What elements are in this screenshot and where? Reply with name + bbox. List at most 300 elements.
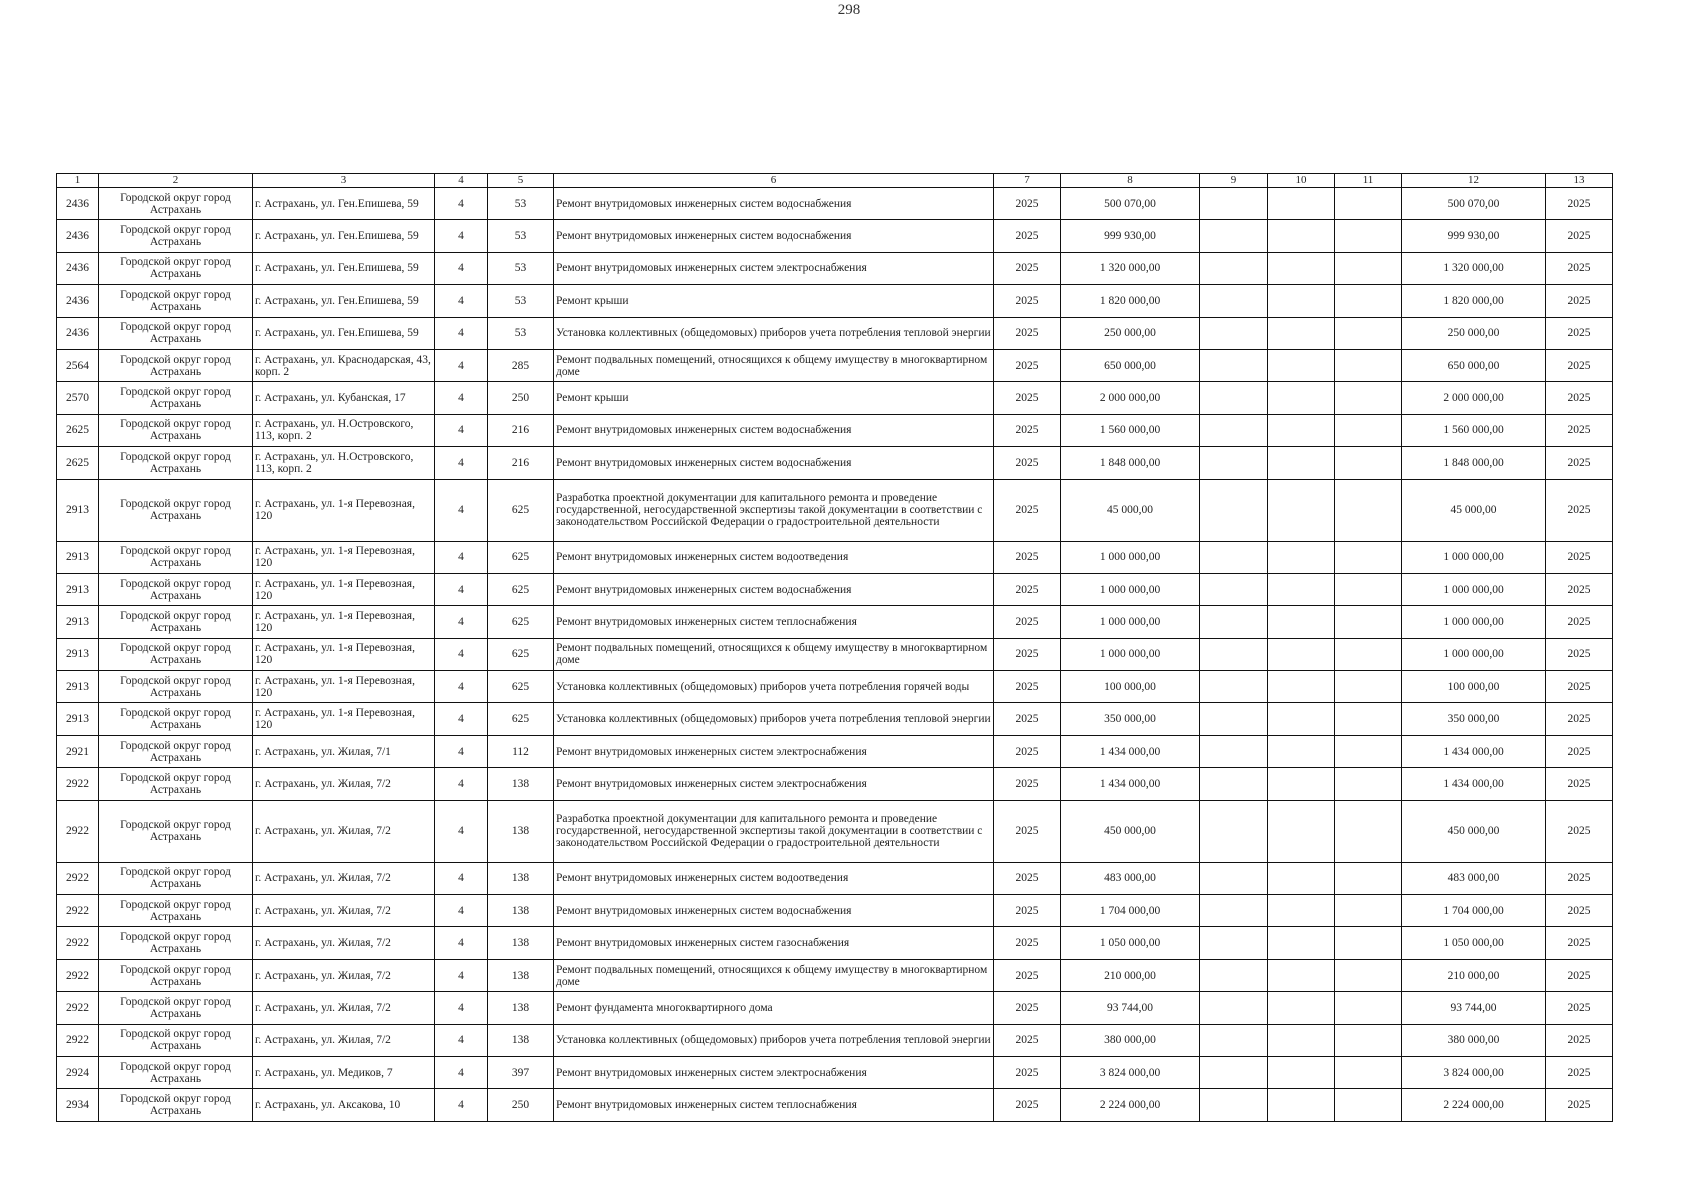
- address-cell: г. Астрахань, ул. 1-я Перевозная, 120: [253, 573, 435, 605]
- cost-cell: 1 000 000,00: [1061, 541, 1200, 573]
- col-5-cell: 138: [488, 800, 554, 862]
- total-cell: 2 000 000,00: [1402, 382, 1546, 414]
- col-5-cell: 53: [488, 188, 554, 220]
- col-9-cell: [1200, 703, 1268, 735]
- year-cell: 2025: [994, 1056, 1061, 1088]
- col-11-cell: [1335, 447, 1402, 479]
- address-cell: г. Астрахань, ул. Аксакова, 10: [253, 1089, 435, 1121]
- col-11-cell: [1335, 895, 1402, 927]
- work-type-cell: Ремонт внутридомовых инженерных систем электроснабжения: [554, 768, 994, 800]
- completion-year-cell: 2025: [1546, 927, 1613, 959]
- completion-year-cell: 2025: [1546, 220, 1613, 252]
- col-10-cell: [1268, 479, 1335, 541]
- cost-cell: 483 000,00: [1061, 862, 1200, 894]
- work-type-cell: Разработка проектной документации для капитального ремонта и проведение государственной, негосударственной экспертизы такой документации в соответствии с законодательством Российской Федерации о градостроительной деятельности: [554, 800, 994, 862]
- col-5-cell: 138: [488, 768, 554, 800]
- year-cell: 2025: [994, 768, 1061, 800]
- col-11-cell: [1335, 927, 1402, 959]
- row-id-cell: 2934: [57, 1089, 99, 1121]
- col-4-cell: 4: [435, 735, 488, 767]
- col-11-cell: [1335, 382, 1402, 414]
- address-cell: г. Астрахань, ул. Жилая, 7/2: [253, 895, 435, 927]
- col-11-cell: [1335, 992, 1402, 1024]
- year-cell: 2025: [994, 1089, 1061, 1121]
- year-cell: 2025: [994, 671, 1061, 703]
- col-10-cell: [1268, 638, 1335, 670]
- address-cell: г. Астрахань, ул. Ген.Епишева, 59: [253, 188, 435, 220]
- municipality-cell: Городской округ город Астрахань: [99, 317, 253, 349]
- col-9-cell: [1200, 382, 1268, 414]
- work-type-cell: Установка коллективных (общедомовых) приборов учета потребления тепловой энергии: [554, 1024, 994, 1056]
- year-cell: 2025: [994, 606, 1061, 638]
- col-4-cell: 4: [435, 285, 488, 317]
- completion-year-cell: 2025: [1546, 1089, 1613, 1121]
- col-4-cell: 4: [435, 671, 488, 703]
- total-cell: 1 704 000,00: [1402, 895, 1546, 927]
- completion-year-cell: 2025: [1546, 703, 1613, 735]
- col-10-cell: [1268, 252, 1335, 284]
- table-row: [57, 382, 1613, 414]
- table-row: [57, 220, 1613, 252]
- col-9-cell: [1200, 992, 1268, 1024]
- total-cell: 1 000 000,00: [1402, 541, 1546, 573]
- col-5-cell: 138: [488, 1024, 554, 1056]
- work-type-cell: Установка коллективных (общедомовых) приборов учета потребления тепловой энергии: [554, 703, 994, 735]
- col-9-cell: [1200, 671, 1268, 703]
- col-9-cell: [1200, 349, 1268, 381]
- year-cell: 2025: [994, 862, 1061, 894]
- col-5-cell: 625: [488, 573, 554, 605]
- year-cell: 2025: [994, 349, 1061, 381]
- col-10-cell: [1268, 1024, 1335, 1056]
- total-cell: 100 000,00: [1402, 671, 1546, 703]
- col-9-cell: [1200, 1089, 1268, 1121]
- total-cell: 350 000,00: [1402, 703, 1546, 735]
- cost-cell: 1 848 000,00: [1061, 447, 1200, 479]
- col-9-cell: [1200, 447, 1268, 479]
- row-id-cell: 2922: [57, 800, 99, 862]
- col-11-cell: [1335, 768, 1402, 800]
- completion-year-cell: 2025: [1546, 541, 1613, 573]
- cost-cell: 100 000,00: [1061, 671, 1200, 703]
- row-id-cell: 2625: [57, 414, 99, 446]
- work-type-cell: Разработка проектной документации для капитального ремонта и проведение государственной, негосударственной экспертизы такой документации в соответствии с законодательством Российской Федерации о градостроительной деятельности: [554, 479, 994, 541]
- municipality-cell: Городской округ город Астрахань: [99, 671, 253, 703]
- completion-year-cell: 2025: [1546, 573, 1613, 605]
- col-10-cell: [1268, 285, 1335, 317]
- cost-cell: 1 000 000,00: [1061, 606, 1200, 638]
- work-type-cell: Ремонт внутридомовых инженерных систем газоснабжения: [554, 927, 994, 959]
- work-type-cell: Ремонт подвальных помещений, относящихся к общему имуществу в многоквартирном доме: [554, 638, 994, 670]
- column-header-3: 3: [253, 174, 435, 188]
- address-cell: г. Астрахань, ул. 1-я Перевозная, 120: [253, 606, 435, 638]
- col-4-cell: 4: [435, 220, 488, 252]
- col-11-cell: [1335, 220, 1402, 252]
- completion-year-cell: 2025: [1546, 382, 1613, 414]
- total-cell: 250 000,00: [1402, 317, 1546, 349]
- col-10-cell: [1268, 800, 1335, 862]
- total-cell: 1 560 000,00: [1402, 414, 1546, 446]
- col-4-cell: 4: [435, 992, 488, 1024]
- total-cell: 999 930,00: [1402, 220, 1546, 252]
- total-cell: 1 848 000,00: [1402, 447, 1546, 479]
- col-9-cell: [1200, 1024, 1268, 1056]
- col-5-cell: 138: [488, 862, 554, 894]
- completion-year-cell: 2025: [1546, 735, 1613, 767]
- completion-year-cell: 2025: [1546, 768, 1613, 800]
- work-type-cell: Ремонт внутридомовых инженерных систем электроснабжения: [554, 252, 994, 284]
- table-row: [57, 959, 1613, 991]
- row-id-cell: 2436: [57, 285, 99, 317]
- year-cell: 2025: [994, 959, 1061, 991]
- cost-cell: 93 744,00: [1061, 992, 1200, 1024]
- table-row: [57, 252, 1613, 284]
- work-type-cell: Установка коллективных (общедомовых) приборов учета потребления горячей воды: [554, 671, 994, 703]
- row-id-cell: 2921: [57, 735, 99, 767]
- col-10-cell: [1268, 317, 1335, 349]
- cost-cell: 350 000,00: [1061, 703, 1200, 735]
- col-5-cell: 216: [488, 414, 554, 446]
- col-4-cell: 4: [435, 959, 488, 991]
- table-row: [57, 414, 1613, 446]
- completion-year-cell: 2025: [1546, 188, 1613, 220]
- completion-year-cell: 2025: [1546, 285, 1613, 317]
- col-4-cell: 4: [435, 1056, 488, 1088]
- completion-year-cell: 2025: [1546, 1056, 1613, 1088]
- col-4-cell: 4: [435, 382, 488, 414]
- col-11-cell: [1335, 638, 1402, 670]
- cost-cell: 650 000,00: [1061, 349, 1200, 381]
- work-type-cell: Ремонт внутридомовых инженерных систем водоснабжения: [554, 414, 994, 446]
- total-cell: 1 000 000,00: [1402, 606, 1546, 638]
- year-cell: 2025: [994, 735, 1061, 767]
- address-cell: г. Астрахань, ул. Жилая, 7/2: [253, 1024, 435, 1056]
- column-header-6: 6: [554, 174, 994, 188]
- completion-year-cell: 2025: [1546, 606, 1613, 638]
- cost-cell: 2 000 000,00: [1061, 382, 1200, 414]
- column-header-5: 5: [488, 174, 554, 188]
- municipality-cell: Городской округ город Астрахань: [99, 349, 253, 381]
- work-type-cell: Ремонт подвальных помещений, относящихся к общему имуществу в многоквартирном доме: [554, 349, 994, 381]
- col-10-cell: [1268, 671, 1335, 703]
- col-10-cell: [1268, 573, 1335, 605]
- municipality-cell: Городской округ город Астрахань: [99, 285, 253, 317]
- address-cell: г. Астрахань, ул. Ген.Епишева, 59: [253, 252, 435, 284]
- column-header-13: 13: [1546, 174, 1613, 188]
- year-cell: 2025: [994, 895, 1061, 927]
- work-type-cell: Ремонт внутридомовых инженерных систем электроснабжения: [554, 1056, 994, 1088]
- address-cell: г. Астрахань, ул. Жилая, 7/2: [253, 800, 435, 862]
- address-cell: г. Астрахань, ул. Краснодарская, 43, корп. 2: [253, 349, 435, 381]
- address-cell: г. Астрахань, ул. Н.Островского, 113, корп. 2: [253, 447, 435, 479]
- address-cell: г. Астрахань, ул. Жилая, 7/2: [253, 992, 435, 1024]
- col-11-cell: [1335, 285, 1402, 317]
- cost-cell: 500 070,00: [1061, 188, 1200, 220]
- completion-year-cell: 2025: [1546, 671, 1613, 703]
- work-type-cell: Ремонт внутридомовых инженерных систем водоснабжения: [554, 447, 994, 479]
- col-4-cell: 4: [435, 703, 488, 735]
- year-cell: 2025: [994, 800, 1061, 862]
- year-cell: 2025: [994, 573, 1061, 605]
- address-cell: г. Астрахань, ул. Н.Островского, 113, корп. 2: [253, 414, 435, 446]
- col-9-cell: [1200, 188, 1268, 220]
- col-10-cell: [1268, 959, 1335, 991]
- cost-cell: 380 000,00: [1061, 1024, 1200, 1056]
- municipality-cell: Городской округ город Астрахань: [99, 703, 253, 735]
- col-5-cell: 625: [488, 703, 554, 735]
- col-4-cell: 4: [435, 1024, 488, 1056]
- column-header-11: 11: [1335, 174, 1402, 188]
- completion-year-cell: 2025: [1546, 252, 1613, 284]
- address-cell: г. Астрахань, ул. Ген.Епишева, 59: [253, 285, 435, 317]
- work-type-cell: Ремонт внутридомовых инженерных систем теплоснабжения: [554, 1089, 994, 1121]
- col-11-cell: [1335, 800, 1402, 862]
- address-cell: г. Астрахань, ул. 1-я Перевозная, 120: [253, 671, 435, 703]
- row-id-cell: 2924: [57, 1056, 99, 1088]
- col-9-cell: [1200, 285, 1268, 317]
- row-id-cell: 2922: [57, 862, 99, 894]
- total-cell: 45 000,00: [1402, 479, 1546, 541]
- col-4-cell: 4: [435, 638, 488, 670]
- cost-cell: 1 434 000,00: [1061, 768, 1200, 800]
- municipality-cell: Городской округ город Астрахань: [99, 927, 253, 959]
- col-10-cell: [1268, 414, 1335, 446]
- cost-cell: 1 820 000,00: [1061, 285, 1200, 317]
- work-type-cell: Ремонт внутридомовых инженерных систем теплоснабжения: [554, 606, 994, 638]
- municipality-cell: Городской округ город Астрахань: [99, 220, 253, 252]
- column-header-10: 10: [1268, 174, 1335, 188]
- address-cell: г. Астрахань, ул. Ген.Епишева, 59: [253, 220, 435, 252]
- row-id-cell: 2564: [57, 349, 99, 381]
- column-header-12: 12: [1402, 174, 1546, 188]
- completion-year-cell: 2025: [1546, 862, 1613, 894]
- row-id-cell: 2436: [57, 220, 99, 252]
- cost-cell: 1 704 000,00: [1061, 895, 1200, 927]
- work-type-cell: Ремонт крыши: [554, 382, 994, 414]
- col-11-cell: [1335, 703, 1402, 735]
- col-9-cell: [1200, 959, 1268, 991]
- col-5-cell: 138: [488, 927, 554, 959]
- col-11-cell: [1335, 414, 1402, 446]
- municipality-cell: Городской округ город Астрахань: [99, 382, 253, 414]
- cost-cell: 3 824 000,00: [1061, 1056, 1200, 1088]
- column-header-2: 2: [99, 174, 253, 188]
- repair-register-table: [56, 173, 1613, 1122]
- col-9-cell: [1200, 735, 1268, 767]
- completion-year-cell: 2025: [1546, 1024, 1613, 1056]
- col-9-cell: [1200, 220, 1268, 252]
- municipality-cell: Городской округ город Астрахань: [99, 252, 253, 284]
- row-id-cell: 2922: [57, 895, 99, 927]
- table-row: [57, 349, 1613, 381]
- municipality-cell: Городской округ город Астрахань: [99, 638, 253, 670]
- col-10-cell: [1268, 220, 1335, 252]
- address-cell: г. Астрахань, ул. Жилая, 7/2: [253, 768, 435, 800]
- address-cell: г. Астрахань, ул. Медиков, 7: [253, 1056, 435, 1088]
- col-5-cell: 285: [488, 349, 554, 381]
- table-row: [57, 671, 1613, 703]
- col-11-cell: [1335, 862, 1402, 894]
- col-10-cell: [1268, 349, 1335, 381]
- col-9-cell: [1200, 573, 1268, 605]
- address-cell: г. Астрахань, ул. Жилая, 7/2: [253, 862, 435, 894]
- col-11-cell: [1335, 959, 1402, 991]
- col-10-cell: [1268, 1089, 1335, 1121]
- year-cell: 2025: [994, 479, 1061, 541]
- cost-cell: 210 000,00: [1061, 959, 1200, 991]
- total-cell: 1 434 000,00: [1402, 768, 1546, 800]
- year-cell: 2025: [994, 252, 1061, 284]
- header-row: [57, 174, 1613, 188]
- col-11-cell: [1335, 317, 1402, 349]
- col-9-cell: [1200, 414, 1268, 446]
- work-type-cell: Ремонт подвальных помещений, относящихся к общему имуществу в многоквартирном доме: [554, 959, 994, 991]
- row-id-cell: 2436: [57, 188, 99, 220]
- row-id-cell: 2922: [57, 992, 99, 1024]
- table-row: [57, 800, 1613, 862]
- col-11-cell: [1335, 479, 1402, 541]
- total-cell: 210 000,00: [1402, 959, 1546, 991]
- col-4-cell: 4: [435, 768, 488, 800]
- completion-year-cell: 2025: [1546, 479, 1613, 541]
- col-4-cell: 4: [435, 349, 488, 381]
- cost-cell: 1 000 000,00: [1061, 573, 1200, 605]
- col-11-cell: [1335, 541, 1402, 573]
- table-row: [57, 1024, 1613, 1056]
- total-cell: 3 824 000,00: [1402, 1056, 1546, 1088]
- col-5-cell: 53: [488, 285, 554, 317]
- column-header-7: 7: [994, 174, 1061, 188]
- col-10-cell: [1268, 382, 1335, 414]
- col-11-cell: [1335, 252, 1402, 284]
- municipality-cell: Городской округ город Астрахань: [99, 735, 253, 767]
- col-9-cell: [1200, 1056, 1268, 1088]
- work-type-cell: Ремонт внутридомовых инженерных систем водоснабжения: [554, 895, 994, 927]
- year-cell: 2025: [994, 414, 1061, 446]
- col-11-cell: [1335, 606, 1402, 638]
- total-cell: 1 820 000,00: [1402, 285, 1546, 317]
- year-cell: 2025: [994, 541, 1061, 573]
- col-5-cell: 625: [488, 479, 554, 541]
- table-row: [57, 1089, 1613, 1121]
- col-5-cell: 138: [488, 895, 554, 927]
- col-5-cell: 216: [488, 447, 554, 479]
- col-4-cell: 4: [435, 1089, 488, 1121]
- year-cell: 2025: [994, 382, 1061, 414]
- address-cell: г. Астрахань, ул. 1-я Перевозная, 120: [253, 541, 435, 573]
- col-5-cell: 138: [488, 959, 554, 991]
- row-id-cell: 2913: [57, 573, 99, 605]
- col-5-cell: 53: [488, 317, 554, 349]
- column-header-8: 8: [1061, 174, 1200, 188]
- completion-year-cell: 2025: [1546, 447, 1613, 479]
- column-header-1: 1: [57, 174, 99, 188]
- municipality-cell: Городской округ город Астрахань: [99, 959, 253, 991]
- row-id-cell: 2913: [57, 479, 99, 541]
- table-row: [57, 895, 1613, 927]
- municipality-cell: Городской округ город Астрахань: [99, 1024, 253, 1056]
- year-cell: 2025: [994, 927, 1061, 959]
- col-11-cell: [1335, 671, 1402, 703]
- col-4-cell: 4: [435, 862, 488, 894]
- col-10-cell: [1268, 992, 1335, 1024]
- col-4-cell: 4: [435, 188, 488, 220]
- work-type-cell: Ремонт внутридомовых инженерных систем электроснабжения: [554, 735, 994, 767]
- year-cell: 2025: [994, 188, 1061, 220]
- table-row: [57, 735, 1613, 767]
- municipality-cell: Городской округ город Астрахань: [99, 1089, 253, 1121]
- table-row: [57, 768, 1613, 800]
- table-row: [57, 541, 1613, 573]
- completion-year-cell: 2025: [1546, 317, 1613, 349]
- work-type-cell: Ремонт внутридомовых инженерных систем водоснабжения: [554, 573, 994, 605]
- municipality-cell: Городской округ город Астрахань: [99, 768, 253, 800]
- col-4-cell: 4: [435, 447, 488, 479]
- cost-cell: 1 434 000,00: [1061, 735, 1200, 767]
- total-cell: 1 000 000,00: [1402, 638, 1546, 670]
- col-10-cell: [1268, 447, 1335, 479]
- row-id-cell: 2922: [57, 927, 99, 959]
- row-id-cell: 2570: [57, 382, 99, 414]
- work-type-cell: Ремонт крыши: [554, 285, 994, 317]
- col-10-cell: [1268, 862, 1335, 894]
- row-id-cell: 2922: [57, 1024, 99, 1056]
- table-row: [57, 479, 1613, 541]
- col-4-cell: 4: [435, 479, 488, 541]
- row-id-cell: 2625: [57, 447, 99, 479]
- municipality-cell: Городской округ город Астрахань: [99, 800, 253, 862]
- total-cell: 483 000,00: [1402, 862, 1546, 894]
- address-cell: г. Астрахань, ул. 1-я Перевозная, 120: [253, 703, 435, 735]
- table-row: [57, 573, 1613, 605]
- row-id-cell: 2913: [57, 703, 99, 735]
- col-9-cell: [1200, 541, 1268, 573]
- municipality-cell: Городской округ город Астрахань: [99, 992, 253, 1024]
- work-type-cell: Установка коллективных (общедомовых) приборов учета потребления тепловой энергии: [554, 317, 994, 349]
- municipality-cell: Городской округ город Астрахань: [99, 1056, 253, 1088]
- table-row: [57, 1056, 1613, 1088]
- completion-year-cell: 2025: [1546, 638, 1613, 670]
- work-type-cell: Ремонт внутридомовых инженерных систем водоотведения: [554, 541, 994, 573]
- col-11-cell: [1335, 573, 1402, 605]
- col-5-cell: 250: [488, 1089, 554, 1121]
- municipality-cell: Городской округ город Астрахань: [99, 573, 253, 605]
- col-10-cell: [1268, 606, 1335, 638]
- completion-year-cell: 2025: [1546, 349, 1613, 381]
- col-5-cell: 625: [488, 638, 554, 670]
- total-cell: 650 000,00: [1402, 349, 1546, 381]
- col-9-cell: [1200, 927, 1268, 959]
- row-id-cell: 2913: [57, 606, 99, 638]
- work-type-cell: Ремонт фундамента многоквартирного дома: [554, 992, 994, 1024]
- col-11-cell: [1335, 1056, 1402, 1088]
- col-4-cell: 4: [435, 895, 488, 927]
- col-11-cell: [1335, 188, 1402, 220]
- year-cell: 2025: [994, 703, 1061, 735]
- row-id-cell: 2913: [57, 638, 99, 670]
- col-9-cell: [1200, 252, 1268, 284]
- table-row: [57, 638, 1613, 670]
- address-cell: г. Астрахань, ул. 1-я Перевозная, 120: [253, 479, 435, 541]
- table-row: [57, 285, 1613, 317]
- municipality-cell: Городской округ город Астрахань: [99, 541, 253, 573]
- col-4-cell: 4: [435, 606, 488, 638]
- col-10-cell: [1268, 735, 1335, 767]
- col-5-cell: 397: [488, 1056, 554, 1088]
- cost-cell: 2 224 000,00: [1061, 1089, 1200, 1121]
- work-type-cell: Ремонт внутридомовых инженерных систем водоснабжения: [554, 188, 994, 220]
- col-9-cell: [1200, 317, 1268, 349]
